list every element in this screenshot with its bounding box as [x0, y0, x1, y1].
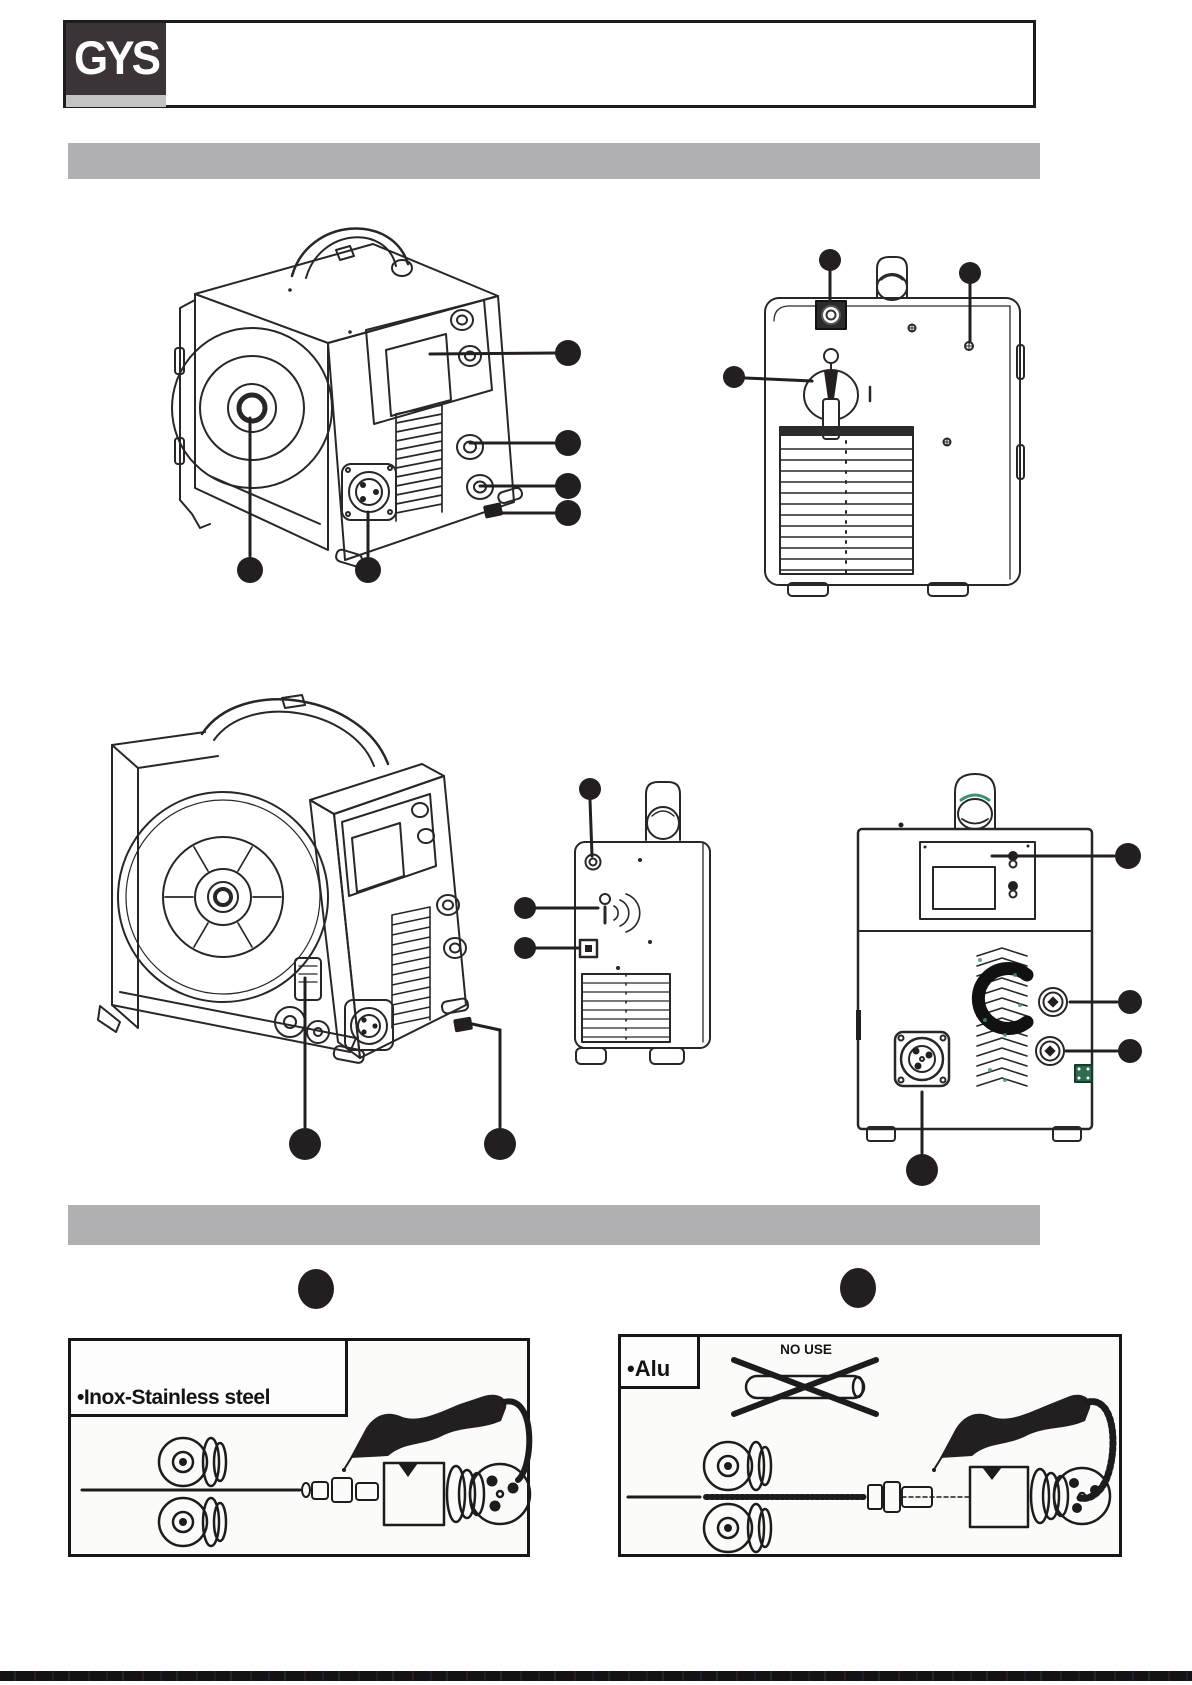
power-switch-icon — [804, 349, 870, 439]
callout-marker — [579, 778, 601, 800]
gys-logo-strip — [66, 95, 166, 107]
figure-machine-side-rear — [575, 782, 710, 1064]
texas-connector-icon — [1036, 1037, 1064, 1065]
callout-marker — [959, 262, 981, 284]
callout-marker — [355, 557, 381, 583]
figure-machine-front — [856, 774, 1092, 1141]
callout-marker — [906, 1154, 938, 1186]
inox-label-box — [68, 1338, 348, 1417]
section-banner-overview — [68, 143, 1040, 179]
callout-marker — [1115, 843, 1141, 869]
callout-marker — [1118, 990, 1142, 1014]
torch-connector-icon — [345, 1000, 393, 1050]
display-panel-icon — [920, 842, 1035, 919]
gys-logo-text: GYS — [74, 31, 158, 85]
socket-icon — [580, 940, 597, 957]
section-badge — [840, 1268, 876, 1308]
callout-marker — [289, 1128, 321, 1160]
section-banner-wire — [68, 1205, 1040, 1245]
heat-sink-icon — [977, 948, 1027, 1086]
inox-label: •Inox-Stainless steel — [77, 1386, 270, 1409]
callout-marker — [484, 1128, 516, 1160]
callout-markers — [237, 249, 1142, 1309]
alu-label-box — [618, 1334, 700, 1389]
figure-machine-large-spool — [98, 695, 473, 1064]
figure-machine-iso-front — [172, 228, 523, 567]
callout-marker — [1118, 1039, 1142, 1063]
texas-connector-icon — [1039, 988, 1067, 1016]
vent-grille-icon — [780, 427, 913, 574]
header-box — [63, 20, 1036, 108]
callout-marker — [723, 366, 745, 388]
figure-machine-rear — [765, 257, 1024, 596]
gys-logo — [66, 23, 166, 95]
section-badge — [298, 1269, 334, 1309]
alu-label: •Alu — [627, 1356, 671, 1381]
callout-marker — [555, 473, 581, 499]
footer-bar — [0, 1671, 1192, 1681]
wire-feeder-icon — [275, 958, 329, 1043]
callout-marker — [555, 430, 581, 456]
callout-marker — [237, 557, 263, 583]
torch-connector-icon — [342, 464, 396, 520]
no-use-label: NO USE — [780, 1342, 832, 1357]
callout-marker — [514, 897, 536, 919]
torch-connector-icon — [895, 1032, 949, 1086]
callout-marker — [514, 937, 536, 959]
callout-marker — [555, 340, 581, 366]
vent-grille-icon — [582, 974, 670, 1042]
cable-gland-icon — [816, 301, 846, 329]
power-indicator-icon — [600, 894, 640, 932]
callout-marker — [555, 500, 581, 526]
green-socket-icon — [1075, 1065, 1092, 1082]
callout-marker — [819, 249, 841, 271]
